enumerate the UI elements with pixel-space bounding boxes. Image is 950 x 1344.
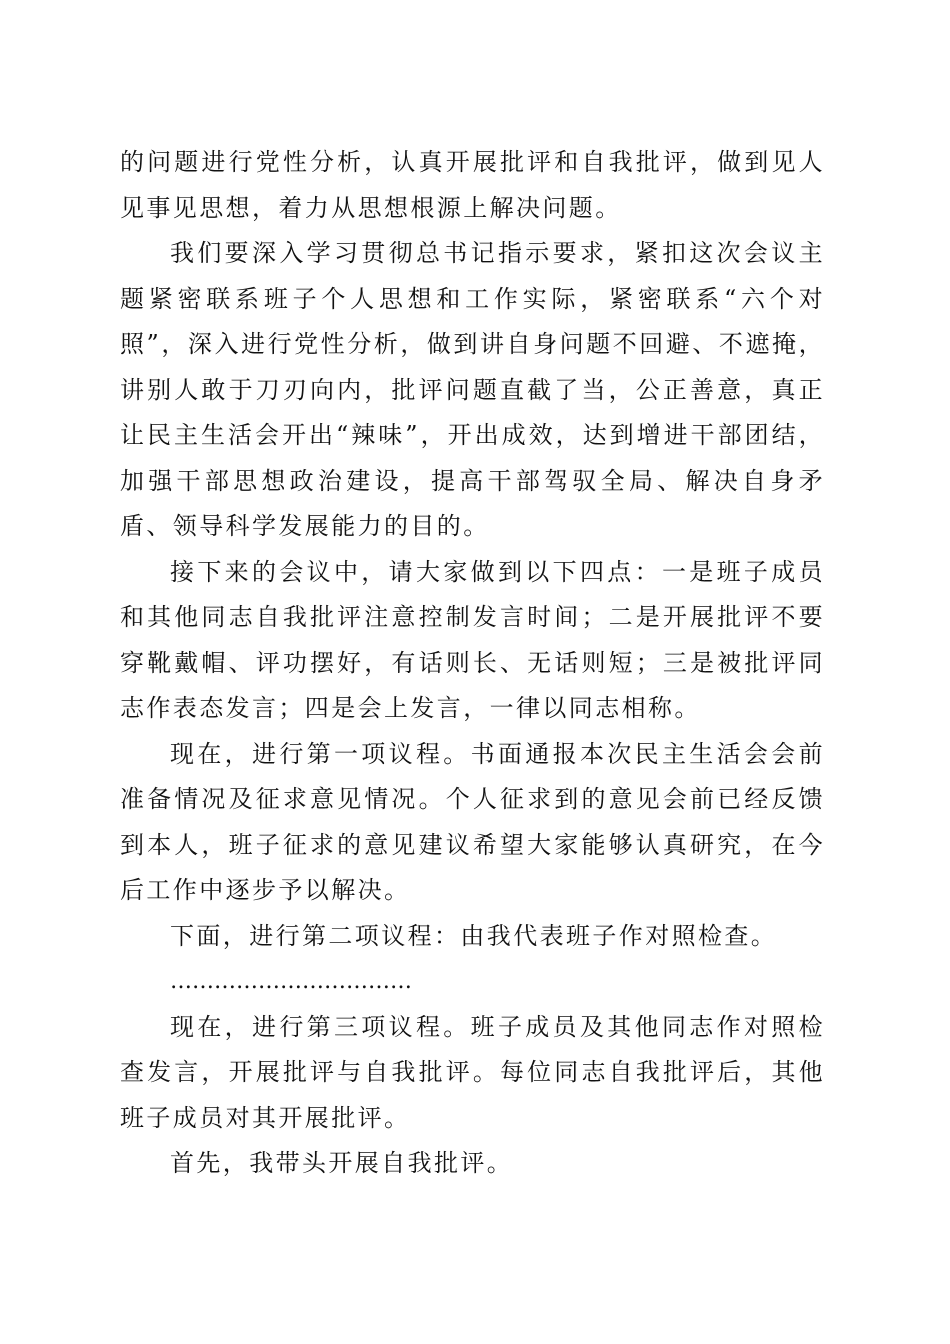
paragraph-study-requirements: 我们要深入学习贯彻总书记指示要求，紧扣这次会议主题紧密联系班子个人思想和工作实际，紧密联系“六个对照”，深入进行党性分析，做到讲自身问题不回避、不遮掩，讲别人敢于刀刃向内，批评问题直截了当，公正善意，真正让民主生活会开出“辣味”，开出成效，达到增进干部团结，加强干部思想政治建设，提高干部驾驭全局、解决自身矛盾、领导科学发展能力的目的。: [120, 239, 825, 540]
paragraph-agenda-item-2: 下面，进行第二项议程：由我代表班子作对照检查。: [170, 921, 778, 950]
ellipsis-separator: ……………………………: [170, 969, 412, 994]
paragraph-agenda-item-1: 现在，进行第一项议程。书面通报本次民主生活会会前准备情况及征求意见情况。个人征求到的意见会前已经反馈到本人，班子征求的意见建议希望大家能够认真研究，在今后工作中逐步予以解决。: [120, 739, 825, 904]
paragraph-self-criticism-start: 首先，我带头开展自我批评。: [170, 1149, 514, 1177]
paragraph-meeting-rules: 接下来的会议中，请大家做到以下四点：一是班子成员和其他同志自我批评注意控制发言时间；二是开展批评不要穿靴戴帽、评功摆好，有话则长、无话则短；三是被批评同志作表态发言；四是会上发言，一律以同志相称。: [120, 557, 825, 722]
paragraph-agenda-item-3: 现在，进行第三项议程。班子成员及其他同志作对照检查发言，开展批评与自我批评。每位同志自我批评后，其他班子成员对其开展批评。: [120, 1012, 825, 1132]
paragraph-continuation: 的问题进行党性分析，认真开展批评和自我批评，做到见人见事见思想，着力从思想根源上解决问题。: [120, 148, 825, 222]
document-body: [120, 140, 825, 1187]
